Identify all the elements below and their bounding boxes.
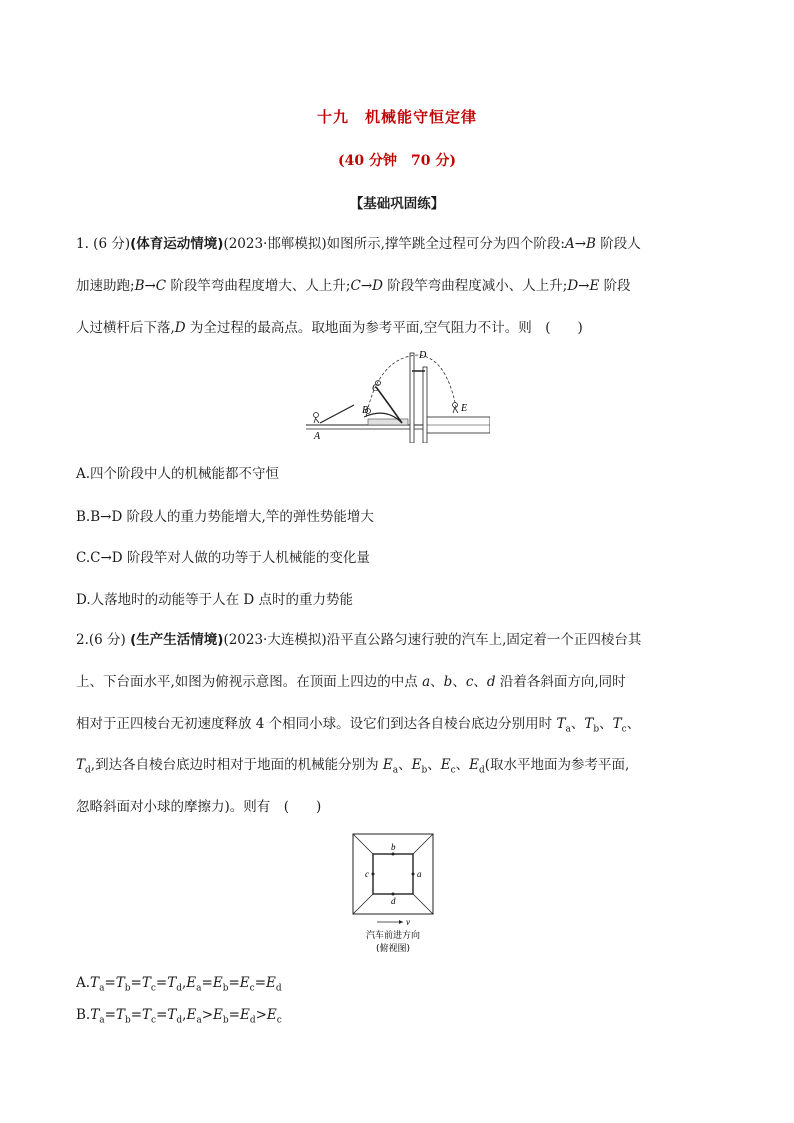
q2-line-3 [76,712,640,735]
fig2-caption-direction: 汽车前进方向 [365,931,421,941]
q1-context-tag: (体育运动情境) [130,236,224,252]
q2-line-1-prefix: 2.(6 分) [76,632,131,648]
q2-option-b-text: $B.T_a=T_b=T_c=T_d,E_a>E_b=E_d>E_c$ [76,1007,282,1026]
q2-line-2 [76,670,626,690]
q1-option-a[interactable]: A.四个阶段中人的机械能都不守恒 [76,466,280,482]
fig1-label-d: D [419,350,427,361]
page-subtitle: (40 分钟 70 分) [338,153,456,169]
fig1-label-a: A [314,431,321,442]
q1-option-c[interactable]: C.C→D 阶段竿对人做的功等于人机械能的变化量 [76,550,370,566]
q1-line-3 [76,316,583,336]
q2-line-4-text: $T_d$,到达各自棱台底边时相对于地面的机械能分别为 $E_a$、$E_b$、$E_c$、$E_d$(取水平地面为参考平面, [76,757,630,776]
q1-line-2-text: 加速助跑;B→C 阶段竿弯曲程度增大、人上升;C→D 阶段竿弯曲程度减小、人上升;D→E 阶段 [76,278,631,294]
fig2-label-a: a [417,869,422,879]
q2-line-5 [76,795,321,815]
q1-option-b[interactable]: B.B→D 阶段人的重力势能增大,竿的弹性势能增大 [76,509,374,525]
q2-line-5-text: 忽略斜面对小球的摩擦力)。则有 ( ) [76,799,322,815]
page-title: 十九 机械能守恒定律 [316,108,477,126]
q2-line-1-rest: (2023·大连模拟)沿平直公路匀速行驶的汽车上,固定着一个正四棱台其 [223,632,642,648]
fig2-label-d: d [391,896,396,906]
pole-vault-figure [306,347,490,443]
fig2-label-v: v [406,917,410,927]
q1-line-2 [76,274,631,294]
q2-option-a[interactable] [76,975,282,994]
q1-option-d[interactable]: D.人落地时的动能等于人在 D 点时的重力势能 [76,592,354,608]
q2-option-a-text: $A.T_a=T_b=T_c=T_d,E_a=E_b=E_c=E_d$ [76,975,282,994]
fig2-label-b: b [391,842,396,852]
q1-line-1-prefix: 1. (6 分) [76,236,131,252]
q2-line-3-text: 相对于正四棱台无初速度释放 4 个相同小球。设它们到达各自棱台底边分别用时 $T_a$、$T_b$、$T_c$、 [76,716,641,735]
fig1-label-c: C [372,383,379,394]
q2-line-2-text: 上、下台面水平,如图为俯视示意图。在顶面上四边的中点 a、b、c、d 沿着各斜面方向,同时 [76,674,626,690]
frustum-top-view-figure [345,830,441,960]
fig2-label-c: c [365,869,369,879]
q2-line-4 [76,753,629,776]
q2-line-1 [76,628,641,648]
q1-line-1-rest: (2023·邯郸模拟)如图所示,撑竿跳全过程可分为四个阶段:A→B 阶段人 [223,236,641,252]
fig1-label-b: B [362,405,369,416]
q1-line-3-text: 人过横杆后下落,D 为全过程的最高点。取地面为参考平面,空气阻力不计。则 ( ) [76,320,583,336]
q2-context-tag: (生产生活情境) [130,632,224,648]
section-heading: 【基础巩固练】 [349,196,445,212]
fig2-caption-view: (俯视图) [375,944,411,954]
fig1-label-e: E [461,403,468,414]
q1-line-1 [76,232,641,252]
q2-option-b[interactable] [76,1007,282,1026]
